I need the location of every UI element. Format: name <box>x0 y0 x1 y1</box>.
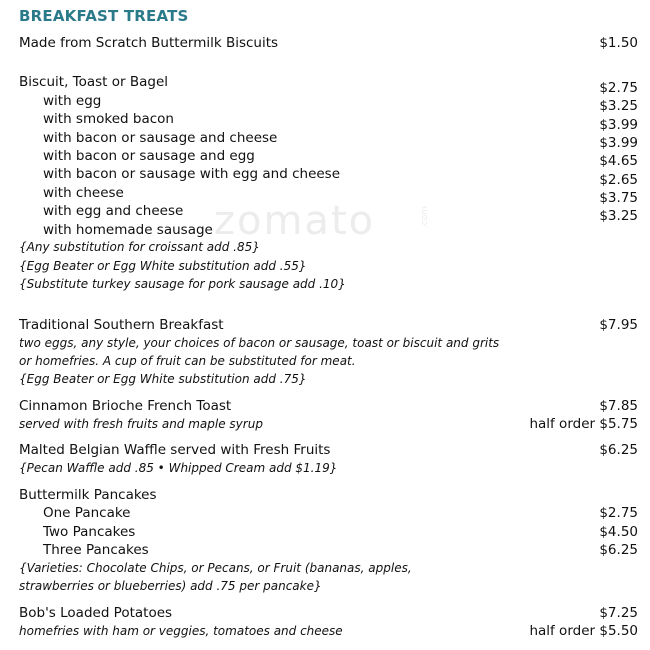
item-southern-price: $7.95 <box>599 317 638 333</box>
bagel-note: {Substitute turkey sausage for pork sausage add .10} <box>19 277 346 291</box>
pancake-option-price: $2.75 <box>599 505 638 521</box>
item-french-toast-price: $7.85 <box>599 398 638 414</box>
section-title: BREAKFAST TREATS <box>19 7 189 25</box>
watermark-logo: zomato <box>214 198 376 244</box>
bagel-option-price: $3.25 <box>599 208 638 224</box>
item-french-toast-half: half order $5.75 <box>529 416 638 432</box>
item-bagel-price: $2.75 <box>599 80 638 96</box>
item-biscuits-price: $1.50 <box>599 35 638 51</box>
item-french-toast-desc: served with fresh fruits and maple syrup <box>19 417 263 431</box>
bagel-option-label: with egg <box>43 93 102 109</box>
item-potatoes-desc: homefries with ham or veggies, tomatoes and cheese <box>19 624 343 638</box>
pancakes-note: {Varieties: Chocolate Chips, or Pecans, or Fruit (bananas, apples, <box>19 561 412 575</box>
watermark-suffix: .com <box>420 206 430 229</box>
item-potatoes-price: $7.25 <box>599 605 638 621</box>
bagel-option-label: with bacon or sausage with egg and cheese <box>43 166 341 182</box>
item-pancakes-name: Buttermilk Pancakes <box>19 487 157 503</box>
bagel-option-label: with bacon or sausage and cheese <box>43 130 278 146</box>
bagel-option-label: with egg and cheese <box>43 203 184 219</box>
item-southern-desc: or homefries. A cup of fruit can be substituted for meat. <box>19 354 356 368</box>
bagel-option-price: $3.75 <box>599 190 638 206</box>
item-bagel-name: Biscuit, Toast or Bagel <box>19 74 169 90</box>
pancake-option-label: Three Pancakes <box>43 542 149 558</box>
bagel-note: {Egg Beater or Egg White substitution add .55} <box>19 259 307 273</box>
item-waffle-price: $6.25 <box>599 442 638 458</box>
bagel-option-label: with smoked bacon <box>43 111 174 127</box>
pancakes-note: strawberries or blueberries) add .75 per pancake} <box>19 579 322 593</box>
item-waffle-note: {Pecan Waffle add .85 • Whipped Cream add $1.19} <box>19 461 338 475</box>
item-southern-note: {Egg Beater or Egg White substitution add .75} <box>19 372 307 386</box>
item-waffle-name: Malted Belgian Waffle served with Fresh Fruits <box>19 442 331 458</box>
bagel-option-label: with bacon or sausage and egg <box>43 148 255 164</box>
pancake-option-label: Two Pancakes <box>43 524 136 540</box>
bagel-option-price: $3.99 <box>599 135 638 151</box>
item-southern-name: Traditional Southern Breakfast <box>19 317 224 333</box>
bagel-option-price: $2.65 <box>599 172 638 188</box>
bagel-note: {Any substitution for croissant add .85} <box>19 240 260 254</box>
item-potatoes-half: half order $5.50 <box>529 623 638 639</box>
item-french-toast-name: Cinnamon Brioche French Toast <box>19 398 232 414</box>
pancake-option-price: $4.50 <box>599 524 638 540</box>
bagel-option-price: $4.65 <box>599 153 638 169</box>
bagel-option-label: with homemade sausage <box>43 222 213 238</box>
item-southern-desc: two eggs, any style, your choices of bacon or sausage, toast or biscuit and grits <box>19 336 500 350</box>
pancake-option-label: One Pancake <box>43 505 131 521</box>
bagel-option-price: $3.25 <box>599 98 638 114</box>
bagel-option-price: $3.99 <box>599 117 638 133</box>
item-biscuits-name: Made from Scratch Buttermilk Biscuits <box>19 35 279 51</box>
item-potatoes-name: Bob's Loaded Potatoes <box>19 605 173 621</box>
pancake-option-price: $6.25 <box>599 542 638 558</box>
bagel-option-label: with cheese <box>43 185 124 201</box>
